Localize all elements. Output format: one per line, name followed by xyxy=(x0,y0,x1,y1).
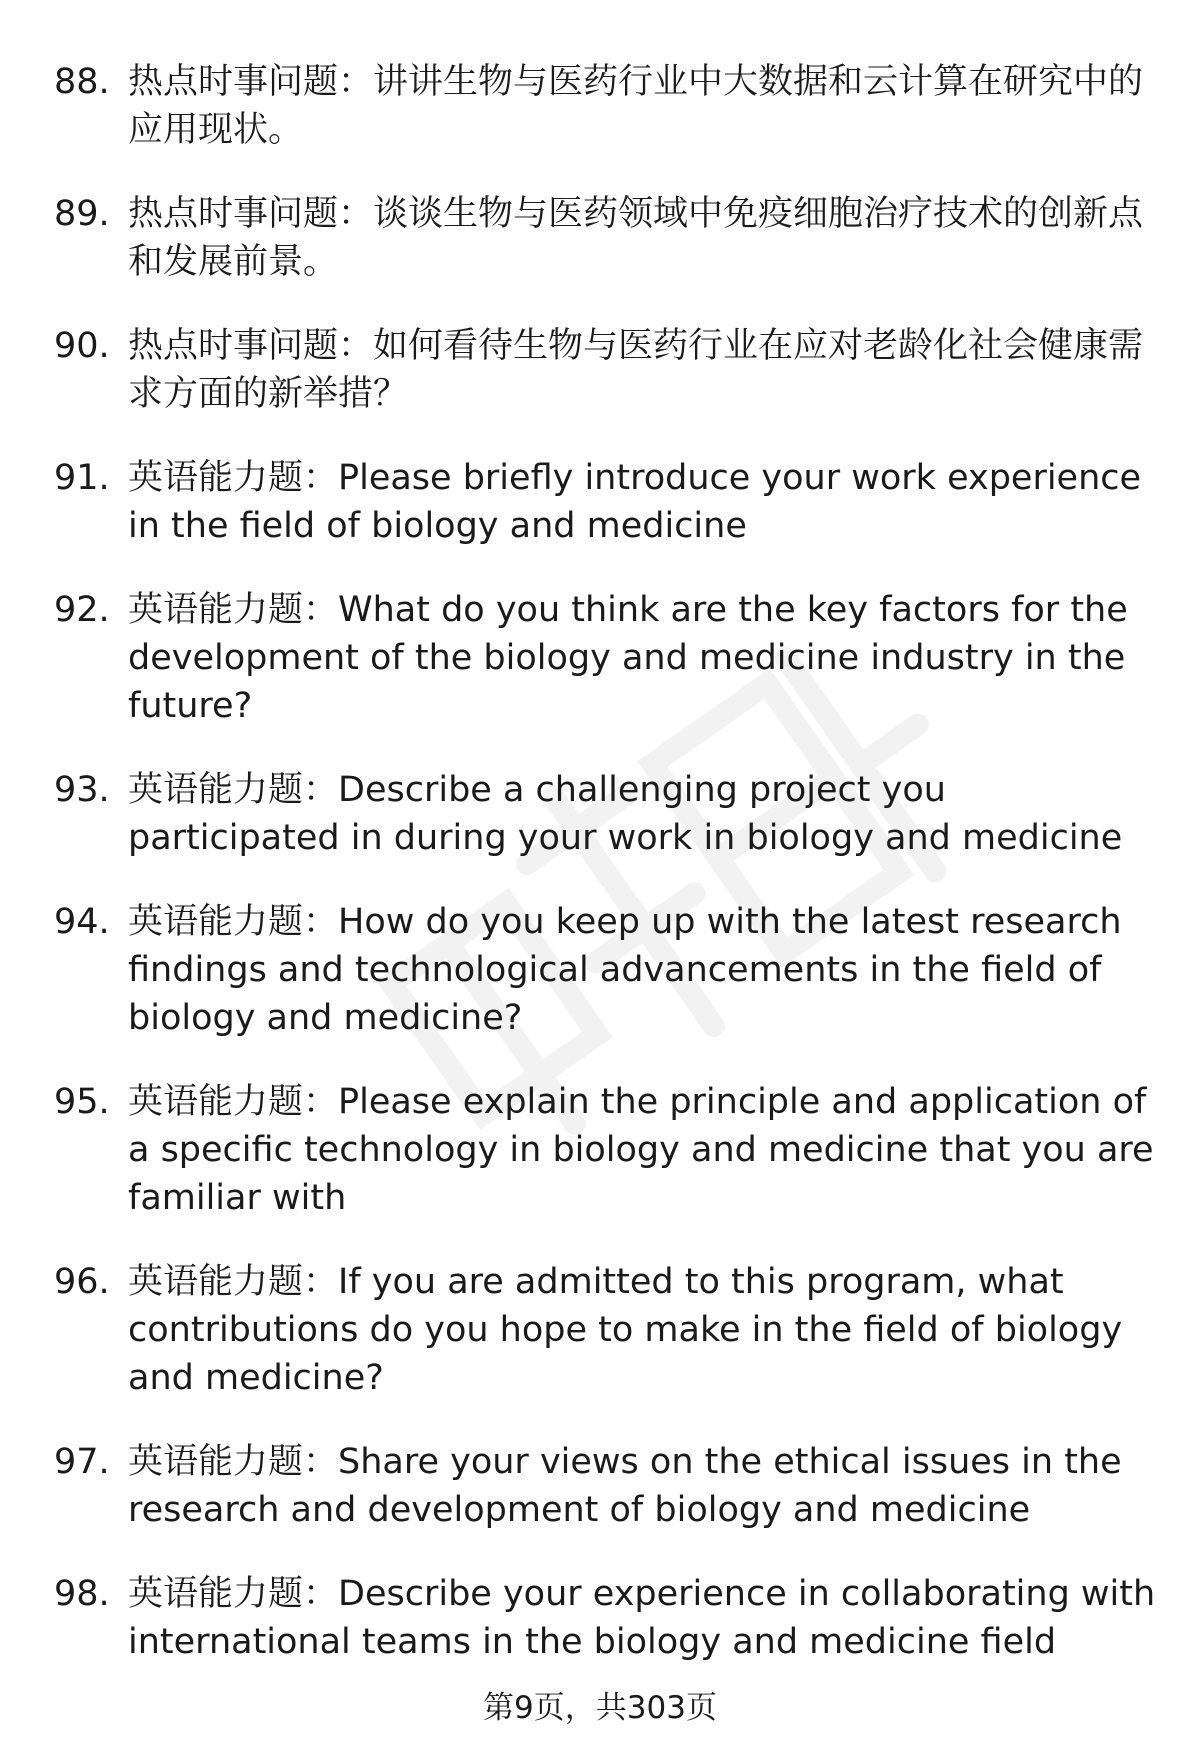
question-number: 89. xyxy=(54,194,110,234)
question-number: 97. xyxy=(54,1442,110,1482)
question-item-91 xyxy=(54,454,1159,550)
question-number: 95. xyxy=(54,1082,110,1122)
question-text: 英语能力题：Describe your experience in collaborating with international teams in the biology and medicine field xyxy=(128,1574,1156,1662)
page-number-footer: 第9页，共303页 xyxy=(483,1690,717,1726)
question-number: 94. xyxy=(54,902,110,942)
question-number: 92. xyxy=(54,590,110,630)
question-number: 98. xyxy=(54,1574,110,1614)
question-number: 90. xyxy=(54,326,110,366)
question-item-93 xyxy=(54,766,1159,862)
question-item-88 xyxy=(54,58,1159,154)
question-text: 英语能力题：Please explain the principle and application of a specific technology in biology and medicine that you are familiar with xyxy=(128,1082,1154,1218)
question-number: 88. xyxy=(54,62,110,102)
question-text: 英语能力题：If you are admitted to this program, what contributions do you hope to make in the field of biology and medicine? xyxy=(128,1262,1123,1398)
question-text: 英语能力题：How do you keep up with the latest research findings and technological advancements in the field of biology and medicine? xyxy=(128,902,1122,1038)
question-text: 英语能力题：Please briefly introduce your work experience in the field of biology and medicine xyxy=(128,458,1142,546)
question-item-96 xyxy=(54,1258,1159,1402)
question-text: 英语能力题：Describe a challenging project you participated in during your work in biology and medicine xyxy=(128,770,1123,858)
question-list xyxy=(54,58,1159,1702)
question-text: 热点时事问题：谈谈生物与医药领域中免疫细胞治疗技术的创新点和发展前景。 xyxy=(128,194,1144,282)
question-number: 93. xyxy=(54,770,110,810)
question-item-89 xyxy=(54,190,1159,286)
question-number: 91. xyxy=(54,458,110,498)
question-item-92 xyxy=(54,586,1159,730)
question-item-95 xyxy=(54,1078,1159,1222)
question-item-97 xyxy=(54,1438,1159,1534)
question-item-94 xyxy=(54,898,1159,1042)
question-text: 英语能力题：Share your views on the ethical issues in the research and development of biology and medicine xyxy=(128,1442,1122,1530)
question-item-90 xyxy=(54,322,1159,418)
question-number: 96. xyxy=(54,1262,110,1302)
question-text: 热点时事问题：讲讲生物与医药行业中大数据和云计算在研究中的应用现状。 xyxy=(128,62,1144,150)
question-item-98 xyxy=(54,1570,1159,1666)
question-text: 热点时事问题：如何看待生物与医药行业在应对老龄化社会健康需求方面的新举措？ xyxy=(128,326,1144,414)
question-text: 英语能力题：What do you think are the key factors for the development of the biology and medicine industry in the future? xyxy=(128,590,1128,726)
